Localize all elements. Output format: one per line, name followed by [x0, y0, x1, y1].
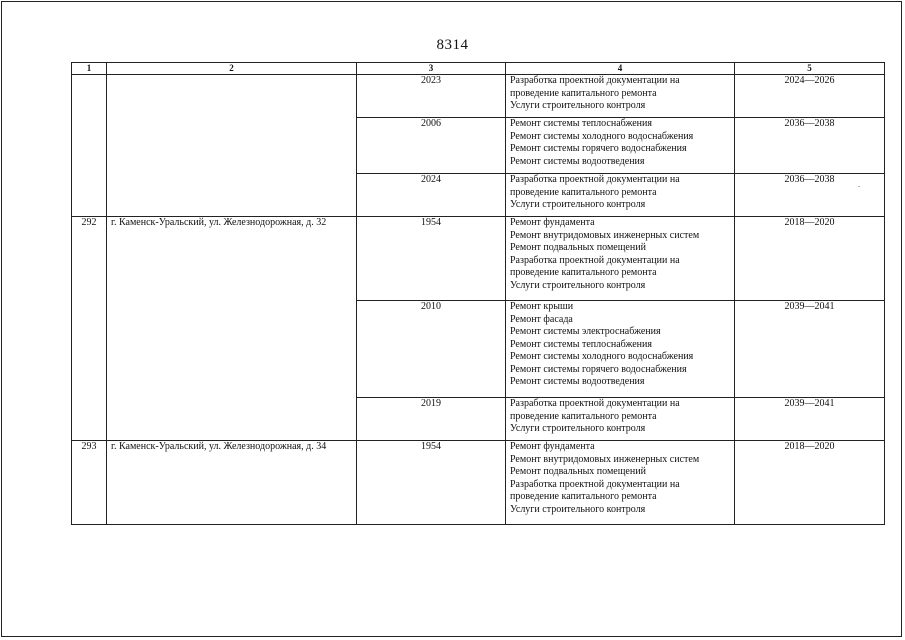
works-cell — [506, 118, 735, 174]
works-cell — [506, 217, 735, 301]
page-number: 8314 — [436, 37, 469, 53]
header-row — [72, 63, 885, 75]
work-item: Разработка проектной документации на — [510, 75, 680, 86]
work-item: Разработка проектной документации на — [510, 478, 680, 490]
period-cell: 2039—2041 — [735, 301, 885, 398]
work-item: Ремонт фундамента — [510, 441, 595, 452]
work-item: Ремонт системы водоотведения — [510, 155, 645, 167]
work-item: Услуги строительного контроля — [510, 503, 646, 515]
work-item: Разработка проектной документации на — [510, 254, 680, 266]
address-cell — [107, 75, 357, 217]
header-cell: 1 — [72, 63, 107, 75]
work-item: Ремонт крыши — [510, 301, 574, 312]
item-number-cell: 293 — [72, 441, 107, 525]
work-item: Ремонт системы горячего водоснабжения — [510, 363, 687, 375]
year-cell: 1954 — [357, 441, 506, 525]
work-item: Разработка проектной документации на — [510, 398, 680, 409]
work-item: Ремонт подвальных помещений — [510, 466, 646, 477]
scan-speck: . — [858, 180, 860, 189]
item-number-cell: 292 — [72, 217, 107, 441]
work-item: проведение капитального ремонта — [510, 267, 657, 278]
work-item: проведение капитального ремонта — [510, 491, 657, 502]
year-cell: 2019 — [357, 398, 506, 441]
works-cell — [506, 174, 735, 217]
year-cell: 2023 — [357, 75, 506, 118]
period-cell: 2036—2038 — [735, 118, 885, 174]
period-cell: 2018—2020 — [735, 441, 885, 525]
work-item: проведение капитального ремонта — [510, 186, 657, 198]
work-item: Ремонт системы теплоснабжения — [510, 338, 652, 350]
year-cell: 2010 — [357, 301, 506, 398]
table-body — [72, 75, 885, 525]
work-item: проведение капитального ремонта — [510, 410, 657, 422]
year-cell: 2006 — [357, 118, 506, 174]
item-number-cell — [72, 75, 107, 217]
work-item: Ремонт внутридомовых инженерных систем — [510, 453, 700, 465]
work-item: Ремонт системы электроснабжения — [510, 326, 661, 337]
table-row — [72, 75, 885, 118]
works-cell — [506, 301, 735, 398]
work-item: Разработка проектной документации на — [510, 174, 680, 185]
header-cell: 2 — [107, 63, 357, 75]
works-cell — [506, 398, 735, 441]
period-cell: 2036—2038 — [735, 174, 885, 217]
address-cell: г. Каменск-Уральский, ул. Железнодорожная, д. 32 — [107, 217, 357, 441]
work-item: Услуги строительного контроля — [510, 199, 646, 210]
works-cell — [506, 441, 735, 525]
work-item: Ремонт системы теплоснабжения — [510, 118, 652, 129]
work-item: Услуги строительного контроля — [510, 279, 646, 291]
header-cell: 4 — [506, 63, 735, 75]
works-cell — [506, 75, 735, 118]
register-table — [71, 62, 885, 525]
year-cell: 1954 — [357, 217, 506, 301]
work-item: Услуги строительного контроля — [510, 423, 646, 434]
header-cell: 3 — [357, 63, 506, 75]
header-cell: 5 — [735, 63, 885, 75]
work-item: Ремонт системы горячего водоснабжения — [510, 143, 687, 154]
period-cell: 2018—2020 — [735, 217, 885, 301]
work-item: Ремонт внутридомовых инженерных систем — [510, 229, 700, 241]
work-item: Ремонт подвальных помещений — [510, 242, 646, 253]
address-cell: г. Каменск-Уральский, ул. Железнодорожная, д. 34 — [107, 441, 357, 525]
work-item: Ремонт системы холодного водоснабжения — [510, 351, 694, 362]
work-item: Услуги строительного контроля — [510, 100, 646, 111]
work-item: Ремонт системы холодного водоснабжения — [510, 130, 694, 142]
table-row — [72, 217, 885, 301]
work-item: Ремонт системы водоотведения — [510, 376, 645, 387]
table-row — [72, 441, 885, 525]
period-cell: 2039—2041 — [735, 398, 885, 441]
work-item: Ремонт фасада — [510, 313, 573, 325]
work-item: проведение капитального ремонта — [510, 87, 657, 99]
year-cell: 2024 — [357, 174, 506, 217]
period-cell: 2024—2026 — [735, 75, 885, 118]
work-item: Ремонт фундамента — [510, 217, 595, 228]
